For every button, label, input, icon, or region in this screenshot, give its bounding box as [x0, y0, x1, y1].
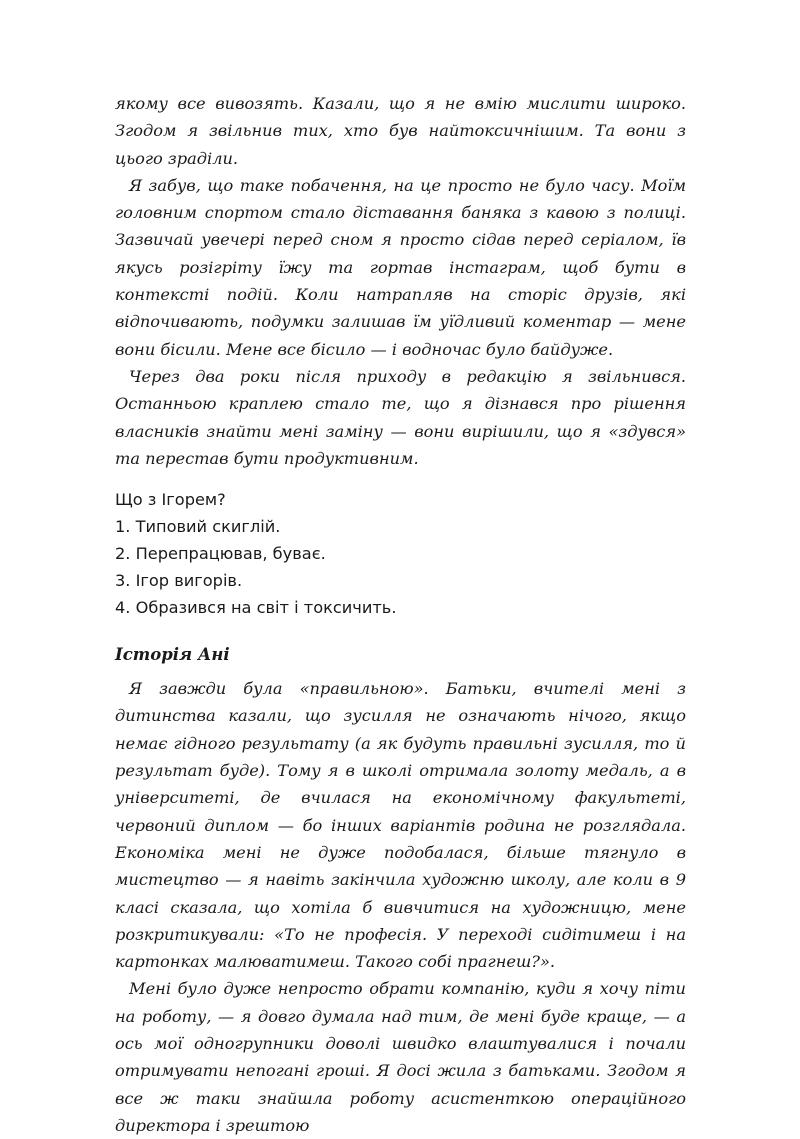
- quiz-option-2: 2. Перепрацював, буває.: [115, 544, 326, 564]
- section-heading: Історія Ані: [115, 645, 230, 665]
- paragraph-anya-job: Мені було дуже непросто обрати компанію, куди я хочу піти на роботу, — я довго думала над тим, де мені буде краще, — а ось мої одногрупники доволі швидко влаштувалися і почали отримувати непогані гроші. Я досі жила з батьками. Згодом я все ж таки знайшла роботу асистенткою операційного директора і зрештою: [115, 979, 686, 1135]
- paragraph-dating: Я забув, що таке побачення, на це просто не було часу. Моїм головним спортом стало діставання баняка з кавою з полиці. Зазвичай увечері перед сном я просто сідав перед серіалом, їв якусь розігріту їжу та гортав інстаграм, щоб бути в контексті подій. Коли натрапляв на сторіс друзів, які відпочивають, подумки залишав їм уїдливий коментар — мене вони бісили. Мене все бісило — і водночас було байдуже.: [115, 175, 686, 359]
- quiz-question: Що з Ігорем?: [115, 490, 226, 510]
- paragraph-continuation: якому все вивозять. Казали, що я не вмію мислити широко. Згодом я звільнив тих, хто був найтоксичнішим. Та вони з цього зраділи.: [115, 94, 686, 168]
- paragraph-resignation: Через два роки після приходу в редакцію я звільнився. Останньою краплею стало те, що я дізнався про рішення власників знайти мені заміну — вони вирішили, що я «здувся» та перестав бути продуктивним.: [115, 366, 686, 468]
- quiz-option-4: 4. Образився на світ і токсичить.: [115, 598, 397, 618]
- paragraph-anya-childhood: Я завжди була «правильною». Батьки, вчителі мені з дитинства казали, що зусилля не означають нічого, якщо немає гідного результату (а як будуть правильні зусилля, то й результат буде). Тому я в школі отримала золоту медаль, а в університеті, де вчилася на економічному факультеті, червоний диплом — бо інших варіантів родина не розглядала. Економіка мені не дуже подобалася, більше тягнуло в мистецтво — я навіть закінчила художню школу, але коли в 9 класі сказала, що хотіла б вивчитися на художницю, мене розкритикували: «То не професія. У переході сидітимеш і на картонках малюватимеш. Такого собі прагнеш?».: [115, 679, 686, 972]
- quiz-option-3: 3. Ігор вигорів.: [115, 571, 243, 591]
- quiz-block: [115, 486, 686, 621]
- quiz-option-1: 1. Типовий скиглій.: [115, 517, 281, 537]
- book-page: [115, 90, 686, 1139]
